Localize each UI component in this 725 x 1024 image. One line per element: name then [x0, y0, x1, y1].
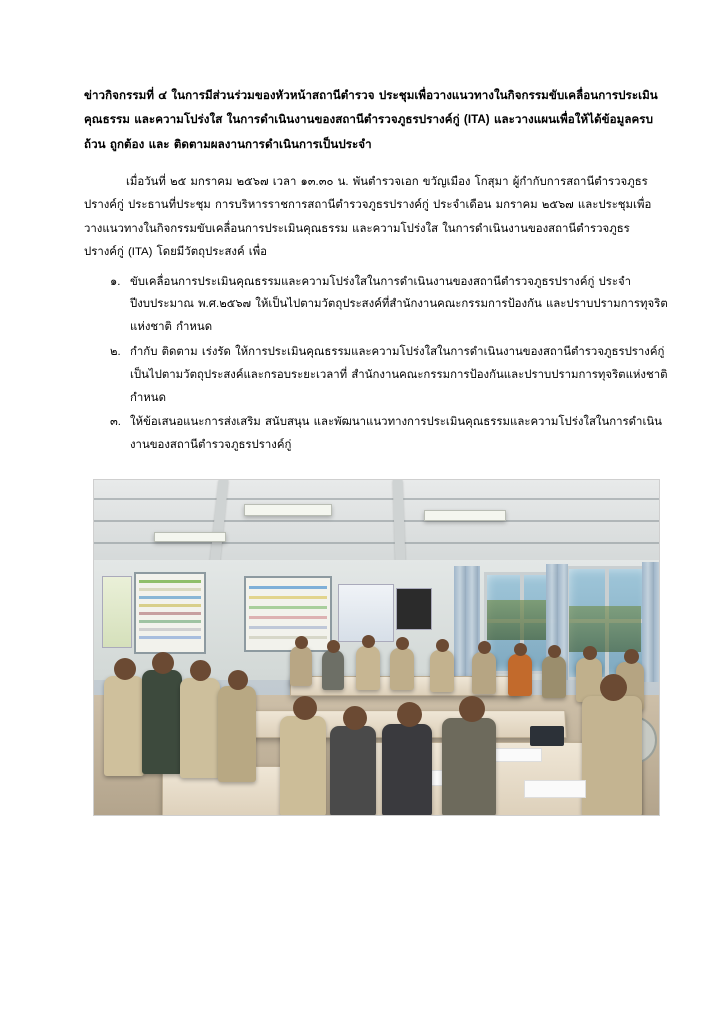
- list-item: [84, 341, 669, 409]
- wall-monitor: [396, 588, 432, 630]
- ceiling-light: [244, 504, 332, 516]
- documents: [524, 780, 586, 798]
- ceiling-line: [94, 520, 659, 522]
- person: [356, 646, 380, 690]
- board-row: [249, 596, 327, 599]
- window-foliage: [487, 600, 551, 640]
- board-row: [139, 588, 201, 591]
- list-item-marker: ๓.: [110, 416, 121, 429]
- person-head: [548, 645, 561, 658]
- list-item-text: ขับเคลื่อนการประเมินคุณธรรมและความโปร่งใสในการดำเนินงานของสถานีตำรวจภูธรปรางค์กู่ ประจำปีงบประมาณ พ.ศ.๒๕๖๗ ให้เป็นไปตามวัตถุประสงค์ที่สำนักงานคณะกรรมการป้องกัน และปราบปรามการทุจริตแห่งชาติ กำหนด: [130, 275, 668, 334]
- board-row: [139, 596, 201, 599]
- person-head: [362, 635, 375, 648]
- intro-paragraph-text: เมื่อวันที่ ๒๕ มกราคม ๒๕๖๗ เวลา ๑๓.๓๐ น. พันตำรวจเอก ขวัญเมือง โกสุมา ผู้กำกับการสถานีตำรวจภูธรปรางค์กู่ ประธานที่ประชุม การบริหารราชการสถานีตำรวจภูธรปรางค์กู่ ประจำเดือน มกราคม ๒๕๖๗ และประชุมเพื่อวางแนวทางในกิจกรรมขับเคลื่อนการประเมินคุณธรรม และความโปร่งใส ในการดำเนินงานของสถานีตำรวจภูธรปรางค์กู่ (ITA) โดยมีวัตถุประสงค์ เพื่อ: [84, 176, 652, 259]
- person-head: [397, 702, 422, 727]
- board-row: [139, 580, 201, 583]
- documents: [494, 748, 542, 762]
- board-row: [249, 586, 327, 589]
- person-head: [190, 660, 211, 681]
- person-head: [478, 641, 491, 654]
- notice-board: [244, 576, 332, 652]
- window-foliage: [569, 606, 641, 652]
- ceiling-line: [94, 542, 659, 544]
- person: [104, 676, 144, 776]
- person-head: [343, 706, 367, 730]
- photo-container: [84, 479, 669, 816]
- person-head: [228, 670, 248, 690]
- list-item-text: ให้ข้อเสนอแนะการส่งเสริม สนับสนุน และพัฒนาแนวทางการประเมินคุณธรรมและความโปร่งใสในการดำเนินงานของสถานีตำรวจภูธรปรางค์กู่: [130, 416, 662, 452]
- person-head: [114, 658, 136, 680]
- person-foreground-right: [582, 696, 642, 816]
- person-foreground: [280, 716, 326, 816]
- board-row: [249, 616, 327, 619]
- person-foreground: [382, 724, 432, 816]
- person-foreground: [442, 718, 496, 816]
- person: [180, 678, 220, 778]
- person: [322, 650, 344, 690]
- person-foreground: [330, 726, 376, 816]
- person-head: [624, 649, 639, 664]
- person: [290, 646, 312, 686]
- person: [390, 648, 414, 690]
- person-head: [514, 643, 527, 656]
- person-head: [600, 674, 627, 701]
- person-head: [295, 636, 308, 649]
- person-head: [436, 639, 449, 652]
- board-row: [139, 604, 201, 607]
- wall-poster: [102, 576, 132, 648]
- ceiling: [94, 480, 659, 566]
- person-orange-vest: [508, 654, 532, 696]
- ceiling-line: [94, 498, 659, 500]
- list-item: [84, 271, 669, 339]
- person: [218, 686, 256, 782]
- board-row: [139, 612, 201, 615]
- person-head: [152, 652, 174, 674]
- person-head: [459, 696, 485, 722]
- curtain: [642, 562, 659, 682]
- ceiling-light: [154, 532, 226, 542]
- list-item-marker: ๑.: [110, 275, 121, 288]
- person: [430, 650, 454, 692]
- person-head: [396, 637, 409, 650]
- objectives-list: [84, 271, 669, 458]
- notice-board: [134, 572, 206, 654]
- board-row: [249, 606, 327, 609]
- person: [542, 656, 566, 698]
- board-row: [139, 628, 201, 631]
- intro-paragraph: [84, 171, 669, 265]
- meeting-room-photo: [93, 479, 660, 816]
- list-item: [84, 411, 669, 457]
- person-head: [583, 646, 597, 660]
- person: [472, 652, 496, 694]
- board-row: [249, 636, 327, 639]
- list-item-text: กำกับ ติดตาม เร่งรัด ให้การประเมินคุณธรรมและความโปร่งใสในการดำเนินงานของสถานีตำรวจภูธรปรางค์กู่ เป็นไปตามวัตถุประสงค์และกรอบระยะเวลาที่ สำนักงานคณะกรรมการป้องกันและปราบปรามการทุจริตแห่งชาติ กำหนด: [130, 345, 668, 404]
- person: [142, 670, 182, 774]
- board-row: [139, 636, 201, 639]
- list-item-marker: ๒.: [110, 345, 121, 358]
- ceiling-light: [424, 510, 506, 521]
- board-row: [249, 626, 327, 629]
- board-row: [139, 620, 201, 623]
- page-title: ข่าวกิจกรรมที่ ๔ ในการมีส่วนร่วมของหัวหน้าสถานีตำรวจ ประชุมเพื่อวางแนวทางในกิจกรรมขับเคลื่อนการประเมินคุณธรรม และความโปร่งใส ในการดำเนินงานของสถานีตำรวจภูธรปรางค์กู่ (ITA) และวางแผนเพื่อให้ได้ข้อมูลครบถ้วน ถูกต้อง และ ติดตามผลงานการดำเนินการเป็นประจำ: [84, 89, 658, 151]
- wall-poster: [338, 584, 394, 642]
- person-head: [327, 640, 340, 653]
- laptop: [530, 726, 564, 746]
- person-head: [293, 696, 317, 720]
